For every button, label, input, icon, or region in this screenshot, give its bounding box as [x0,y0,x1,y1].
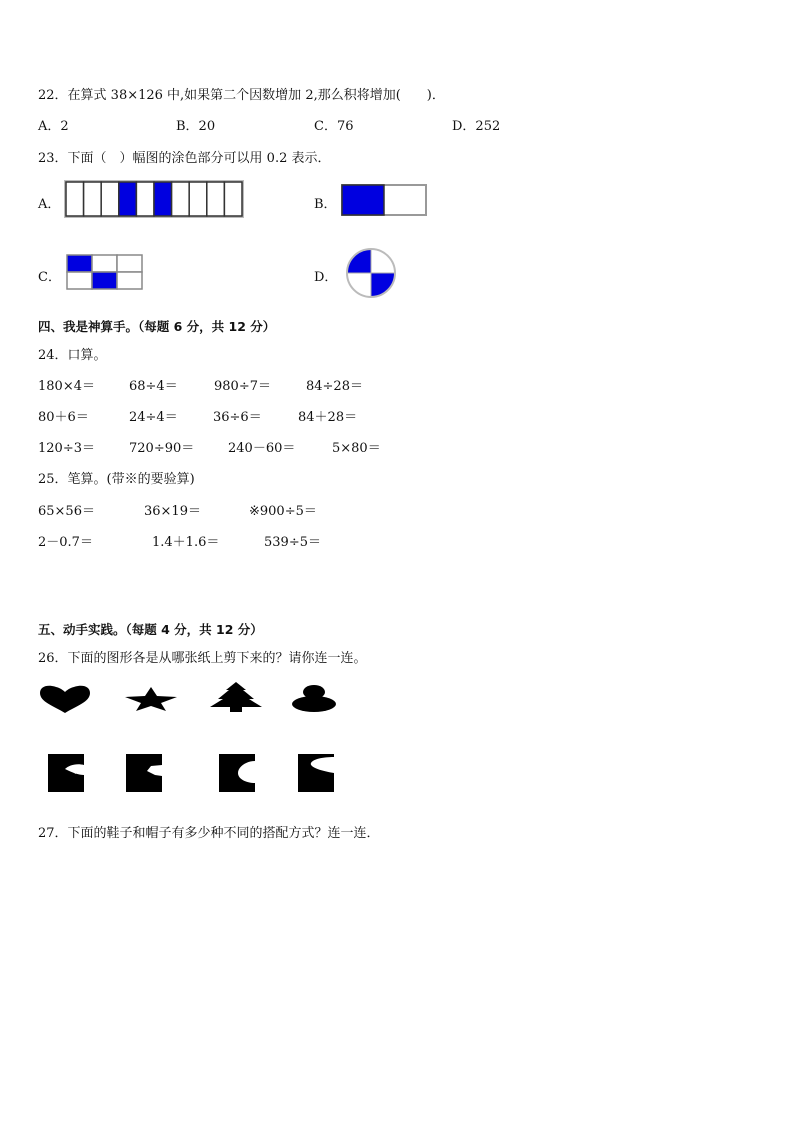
q23-label-b: B． [314,197,337,212]
q23-stem: 23．下面（ ）幅图的涂色部分可以用 0.2 表示． [38,151,331,166]
q25-item: 2－0.7＝ [38,535,93,550]
q24-item: 5×80＝ [332,441,381,456]
paper-piece-tree-cut [218,753,256,793]
q24-item: 240－60＝ [228,441,296,456]
q24-item: 120÷3＝ [38,441,95,456]
q27-stem: 27．下面的鞋子和帽子有多少种不同的搭配方式？连一连． [38,826,380,841]
bar-cell [172,182,190,216]
bar-cell [207,182,225,216]
q26-stem: 26．下面的图形各是从哪张纸上剪下来的？请你连一连。 [38,651,367,666]
q23-label-a: A． [38,197,61,212]
q25-item: 1.4＋1.6＝ [152,535,220,550]
q25-item: 36×19＝ [144,504,201,519]
q22-option-a: A．2 [38,119,69,134]
bar-cell [224,182,242,216]
q24-item: 720÷90＝ [129,441,195,456]
bar-cell [84,182,102,216]
grid-cell [92,272,117,289]
q22-stem: 22．在算式 38×126 中,如果第二个因数增加 2,那么积将增加( )． [38,88,445,103]
section4-heading: 四、我是神算手。（每题 6 分，共 12 分） [38,319,276,334]
q24-item: 84÷28＝ [306,379,363,394]
bar-cell [66,182,84,216]
grid-cell [117,255,142,272]
q24-item: 80＋6＝ [38,410,89,425]
paper-piece-heart-cut [47,753,85,793]
grid-cell [92,255,117,272]
grid-figure [66,254,146,292]
q23-label-d: D． [314,270,338,285]
q24-item: 36÷6＝ [213,410,262,425]
paper-piece-snowman-cut [297,753,335,793]
paper-piece-star-cut [125,753,163,793]
q24-stem: 24．口算。 [38,348,107,363]
snowman-shape [291,684,337,712]
section5-heading: 五、动手实践。（每题 4 分，共 12 分） [38,622,263,637]
half-shaded-bar-figure [340,183,428,217]
bar-cell [119,182,137,216]
q22-option-c: C．76 [314,119,354,134]
q25-item: 539÷5＝ [264,535,321,550]
quartered-circle-figure [345,245,397,301]
q24-item: 180×4＝ [38,379,95,394]
bar-cell [189,182,207,216]
bar-cell [136,182,154,216]
grid-cell [117,272,142,289]
ten-part-bar-figure [64,180,244,218]
star-shape [124,686,178,712]
q24-item: 24÷4＝ [129,410,178,425]
q24-item: 68÷4＝ [129,379,178,394]
bar-cell [154,182,172,216]
bar-cell [101,182,119,216]
arrow-tree-shape [209,681,263,713]
q24-item: 84＋28＝ [298,410,358,425]
q25-item: 65×56＝ [38,504,95,519]
q24-item: 980÷7＝ [214,379,271,394]
q23-label-c: C． [38,270,61,285]
grid-cell [67,255,92,272]
q25-stem: 25．笔算。(带※的要验算) [38,472,195,487]
q25-item: ※900÷5＝ [249,504,317,519]
heart-shape [38,684,92,714]
bar-shaded-part [342,185,384,215]
q22-option-b: B．20 [176,119,216,134]
grid-cell [67,272,92,289]
q22-option-d: D．252 [452,119,501,134]
